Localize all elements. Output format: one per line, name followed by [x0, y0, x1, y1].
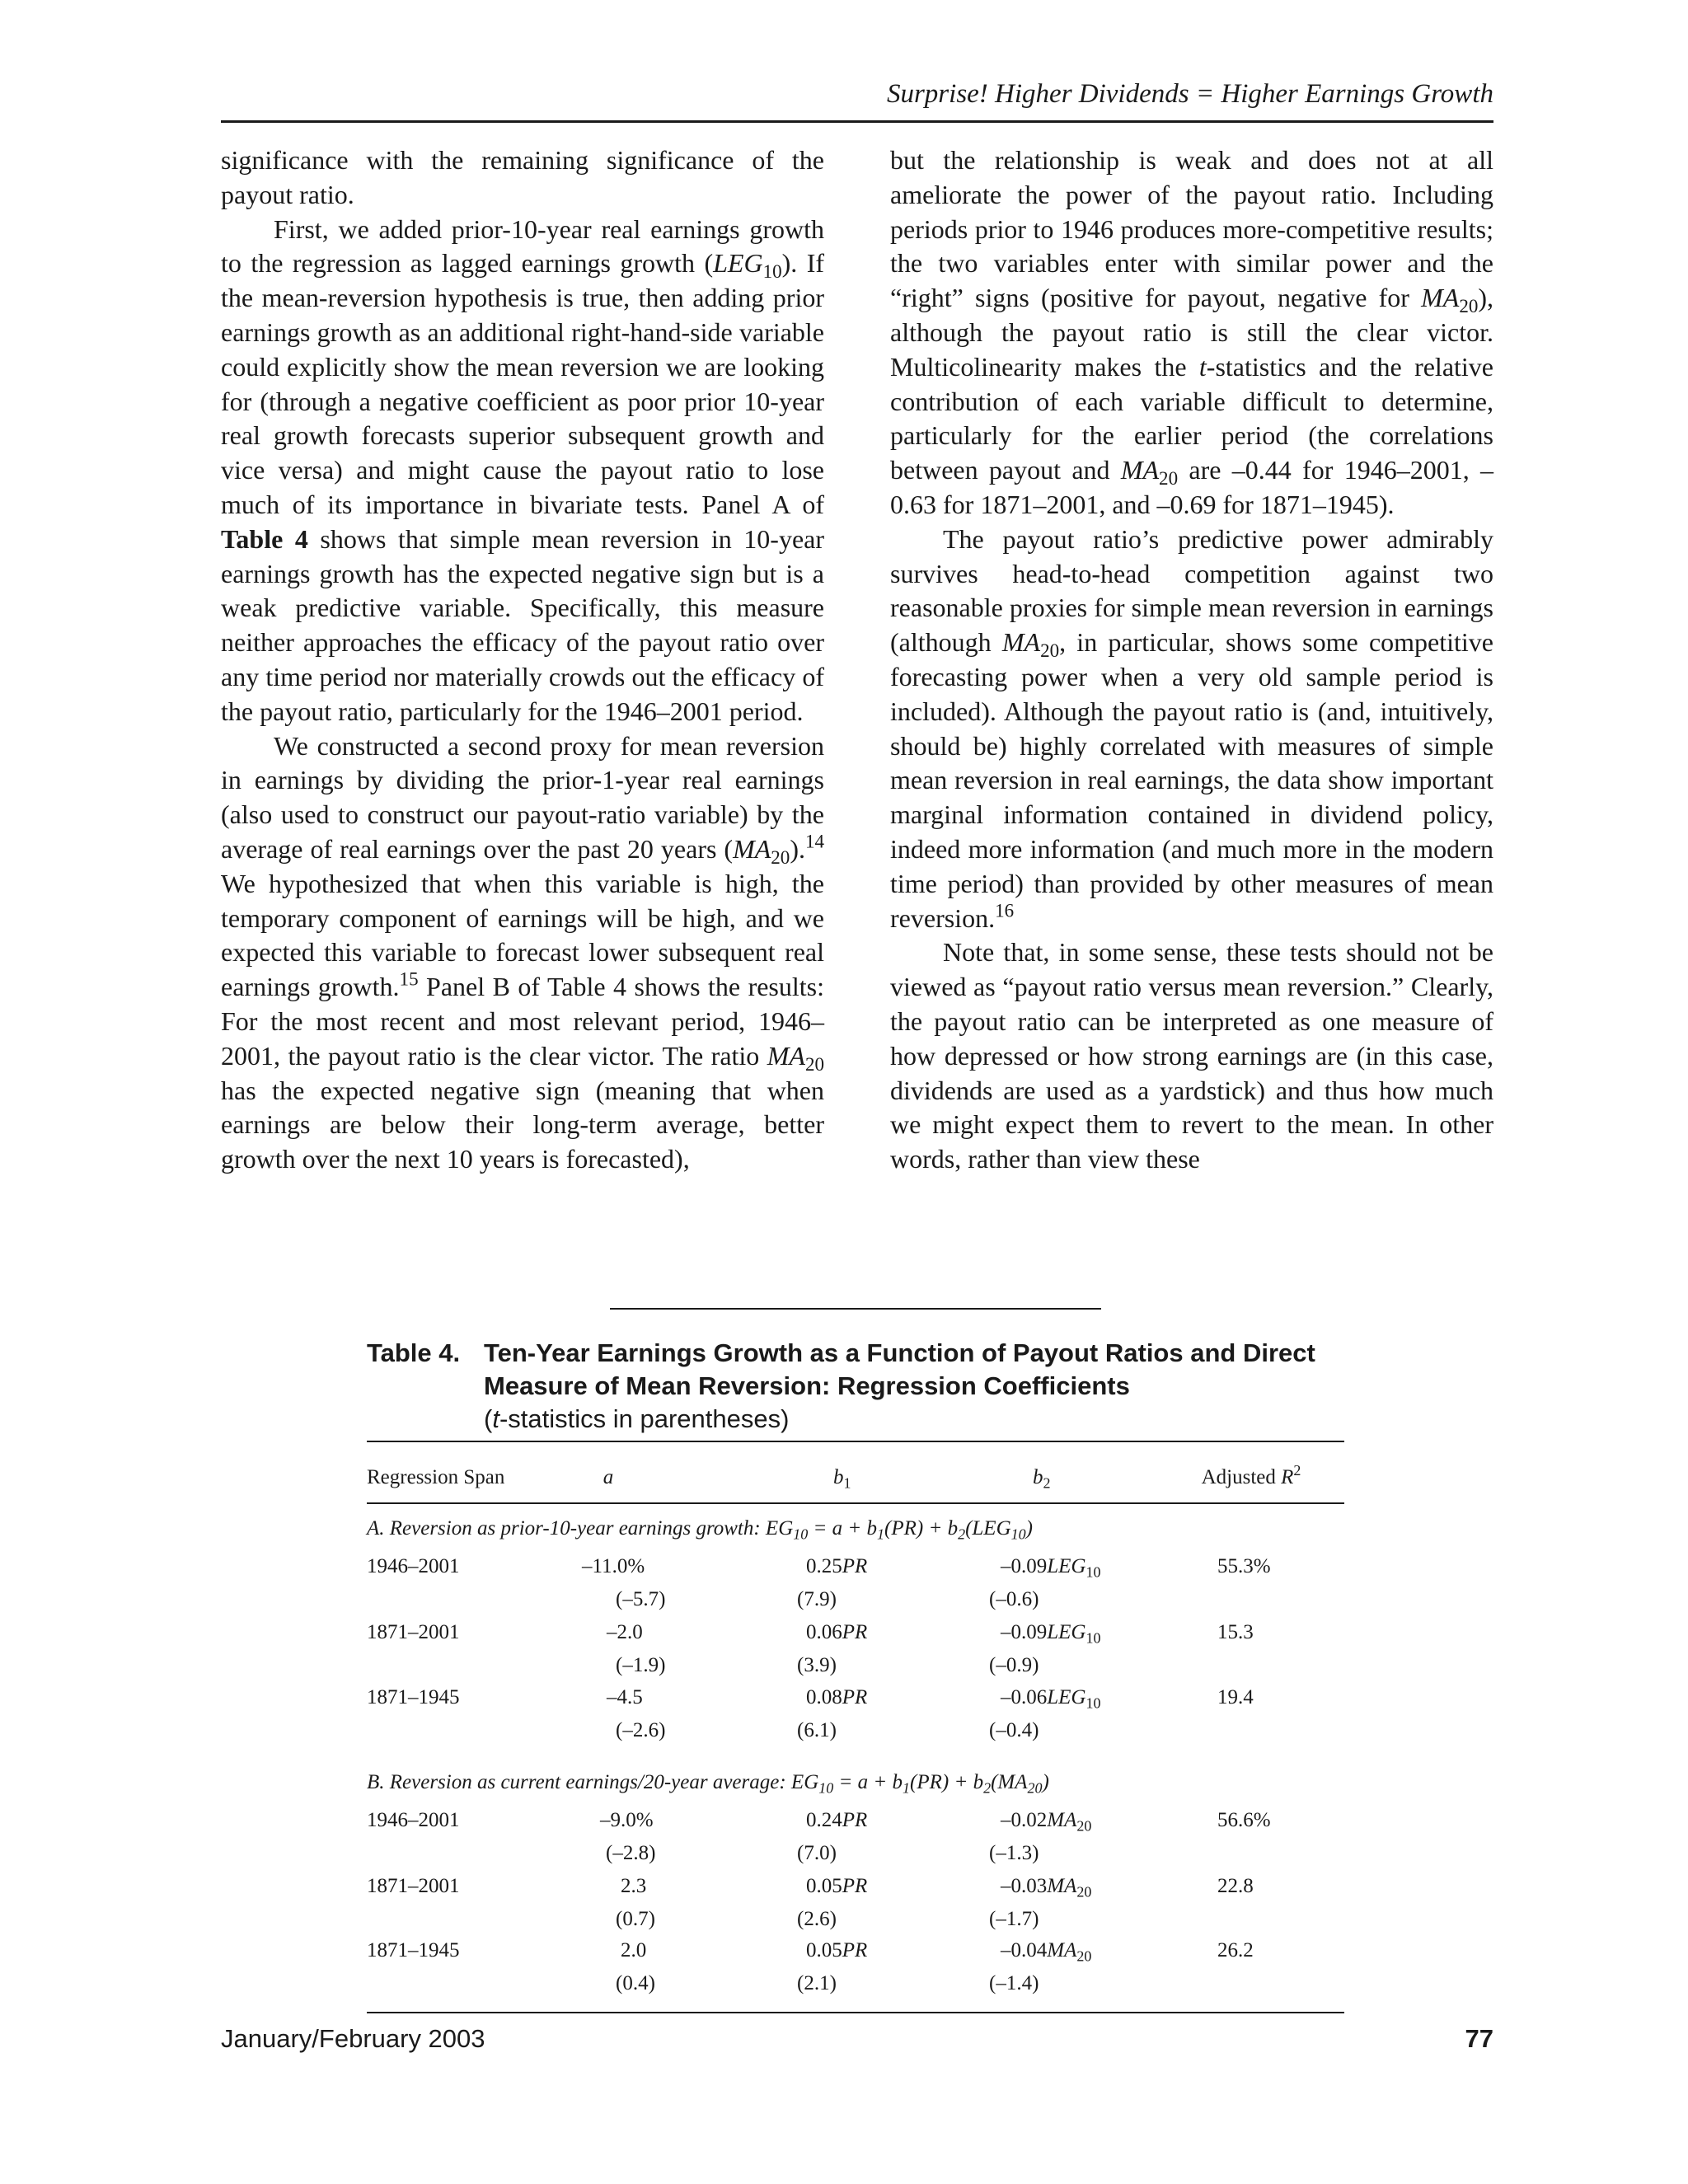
t-stat-b1: (2.6) — [797, 1908, 837, 1930]
coef-a: 2.3 — [621, 1875, 647, 1897]
coef-a: –2.0 — [607, 1621, 643, 1643]
t-stat-a: (–2.8) — [606, 1842, 656, 1864]
paragraph: significance with the remaining significance of the payout ratio. — [221, 145, 824, 209]
paragraph: Note that, in some sense, these tests should not be viewed as “payout ratio versus mean reversion.” Clearly, the payout ratio can be interpreted as one measure of how depressed or how strong earnings are (in this case, dividends are used as a yardstick) and thus how much we might expect them to revert to the mean. In other words, rather than view these — [890, 937, 1493, 1174]
table-row-span: 1871–2001 — [367, 1621, 460, 1643]
coef-a: 2.0 — [621, 1939, 647, 1961]
table-bottom-rule — [367, 2012, 1344, 2013]
adjusted-r2: 15.3 — [1217, 1621, 1254, 1643]
coef-b1: 0.25PR — [806, 1555, 868, 1577]
header-a: a — [603, 1466, 614, 1488]
adjusted-r2: 19.4 — [1217, 1686, 1254, 1708]
adjusted-r2: 56.6% — [1217, 1809, 1271, 1831]
coef-b2: $-0.04MA_{20}$ — [1001, 1939, 1092, 1965]
t-stat-b1: (2.1) — [797, 1972, 837, 1994]
coef-b2: $-0.09LEG_{10}$ — [1001, 1555, 1101, 1581]
adjusted-r2: 26.2 — [1217, 1939, 1254, 1961]
table-row-span: 1871–1945 — [367, 1939, 460, 1961]
t-stat-b1: (3.9) — [797, 1654, 837, 1676]
t-stat-a: (0.4) — [616, 1972, 655, 1994]
t-stat-b1: (6.1) — [797, 1719, 837, 1741]
coef-b2: $-0.09LEG_{10}$ — [1001, 1621, 1101, 1647]
coef-a: –9.0% — [600, 1809, 654, 1831]
t-stat-a: (–5.7) — [616, 1588, 666, 1610]
table-row-span: 1871–1945 — [367, 1686, 460, 1708]
t-stat-b1: (7.0) — [797, 1842, 837, 1864]
coef-b1: 0.24PR — [806, 1809, 868, 1831]
t-stat-b2: (–1.3) — [989, 1842, 1039, 1864]
coef-b2: $-0.03MA_{20}$ — [1001, 1875, 1092, 1900]
coef-a: –4.5 — [607, 1686, 643, 1708]
footnote-marker: 14 — [804, 830, 824, 852]
coef-b1: 0.05PR — [806, 1939, 868, 1961]
header-b2: $b_2$ — [1033, 1466, 1051, 1492]
table-separator-rule — [610, 1308, 1101, 1310]
coef-a: –11.0% — [582, 1555, 645, 1577]
header-regression-span: Regression Span — [367, 1466, 505, 1488]
panel-b-title: B. Reversion as current earnings/20-year average: $EG_{10} = a + b_1(PR) + b_2(MA_{20})$ — [367, 1771, 1049, 1797]
table-reference: Table 4 — [221, 523, 308, 554]
table-header-rule — [367, 1502, 1344, 1504]
t-stat-b2: (–0.6) — [989, 1588, 1039, 1610]
left-column — [221, 143, 824, 1177]
adjusted-r2: 55.3% — [1217, 1555, 1271, 1577]
coef-b1: 0.05PR — [806, 1875, 868, 1897]
coef-b1: 0.06PR — [806, 1621, 868, 1643]
table-label: Table 4. — [367, 1338, 461, 1367]
coef-b1: 0.08PR — [806, 1686, 868, 1708]
right-column — [890, 143, 1493, 1177]
header-rule — [221, 120, 1493, 123]
paragraph: but the relationship is weak and does not at all ameliorate the power of the payout ratio. Including periods prior to 1946 produces more-competitive results; the two variables enter with similar power and the “right” signs (positive for payout, negative for $MA_{20}$), although the payout ratio is still the clear victor. Multicolinearity makes the t-statistics and the relative contribution of each variable difficult to determine, particularly for the earlier period (the correlations between payout and $MA_{20}$ are –0.44 for 1946–2001, –0.63 for 1871–2001, and –0.69 for 1871–1945). — [890, 145, 1494, 519]
header-adjusted-r2: Adjusted $R^2$ — [1201, 1462, 1301, 1488]
table-top-rule — [367, 1441, 1344, 1442]
t-stat-b2: (–1.7) — [989, 1908, 1039, 1930]
footer-issue: January/February 2003 — [221, 2024, 485, 2053]
t-stat-b2: (–1.4) — [989, 1972, 1039, 1994]
t-stat-a: (–2.6) — [616, 1719, 666, 1741]
adjusted-r2: 22.8 — [1217, 1875, 1254, 1897]
panel-a-title: A. Reversion as prior-10-year earnings growth: $EG_{10} = a + b_1(PR) + b_2(LEG_{10})$ — [367, 1517, 1033, 1543]
page-number: 77 — [1465, 2024, 1493, 2053]
running-head: Surprise! Higher Dividends = Higher Earnings Growth — [886, 79, 1493, 109]
t-stat-b2: (–0.4) — [989, 1719, 1039, 1741]
paragraph: First, we added prior-10-year real earnings growth to the regression as lagged earnings growth $(LEG_{10})$. If the mean-reversion hypothesis is true, then adding prior earnings growth as an additional right-hand-side variable could explicitly show the mean reversion we are looking for (through a negative coefficient as poor prior 10-year real growth forecasts superior subsequent growth and vice versa) and might cause the payout ratio to lose much of its importance in bivariate tests. Panel A of Table 4 shows that simple mean reversion in 10-year earnings growth has the expected negative sign but is a weak predictive variable. Specifically, this measure neither approaches the efficacy of the payout ratio over any time period nor materially crowds out the efficacy of the payout ratio, particularly for the 1946–2001 period. — [221, 213, 825, 726]
t-stat-b1: (7.9) — [797, 1588, 837, 1610]
table-note: (t-statistics in parentheses) — [484, 1404, 790, 1433]
paragraph: We constructed a second proxy for mean reversion in earnings by dividing the prior-1-year real earnings (also used to construct our payout-ratio variable) by the average of real earnings over the past 20 years $(MA_{20}).^{14}$ We hypothesized that when this variable is high, the temporary component of earnings will be high, and we expected this variable to forecast lower subsequent real earnings growth.$^{15}$ Panel B of Table 4 shows the results: For the most recent and most relevant period, 1946–2001, the payout ratio is the clear victor. The ratio $MA_{20}$ has the expected negative sign (meaning that when earnings are below their long-term average, better growth over the next 10 years is forecasted), — [221, 730, 825, 1174]
table-row-span: 1871–2001 — [367, 1875, 460, 1897]
footnote-marker: 16 — [995, 898, 1015, 921]
t-stat-b2: (–0.9) — [989, 1654, 1039, 1676]
coef-b2: $-0.02MA_{20}$ — [1001, 1809, 1092, 1835]
table-row-span: 1946–2001 — [367, 1809, 460, 1831]
paragraph: The payout ratio’s predictive power admirably survives head-to-head competition against two reasonable proxies for simple mean reversion in earnings (although $MA_{20}$, in particular, shows some competitive forecasting power when a very old sample period is included). Although the payout ratio is (and, intuitively, should be) highly correlated with measures of simple mean reversion in real earnings, the data show important marginal information contained in dividend policy, indeed more information (and much more in the modern time period) than provided by other measures of mean reversion.$^{16}$ — [890, 523, 1494, 933]
t-stat-a: (–1.9) — [616, 1654, 666, 1676]
table-row-span: 1946–2001 — [367, 1555, 460, 1577]
footnote-marker: 15 — [399, 968, 419, 990]
table-title: Ten-Year Earnings Growth as a Function of Payout Ratios and Direct Measure of Mean Reversion: Regression Coefficients (t-statistics in parentheses) — [484, 1338, 1315, 1433]
header-b1: $b_1$ — [833, 1466, 851, 1492]
coef-b2: $-0.06LEG_{10}$ — [1001, 1686, 1101, 1712]
t-stat-a: (0.7) — [616, 1908, 655, 1930]
